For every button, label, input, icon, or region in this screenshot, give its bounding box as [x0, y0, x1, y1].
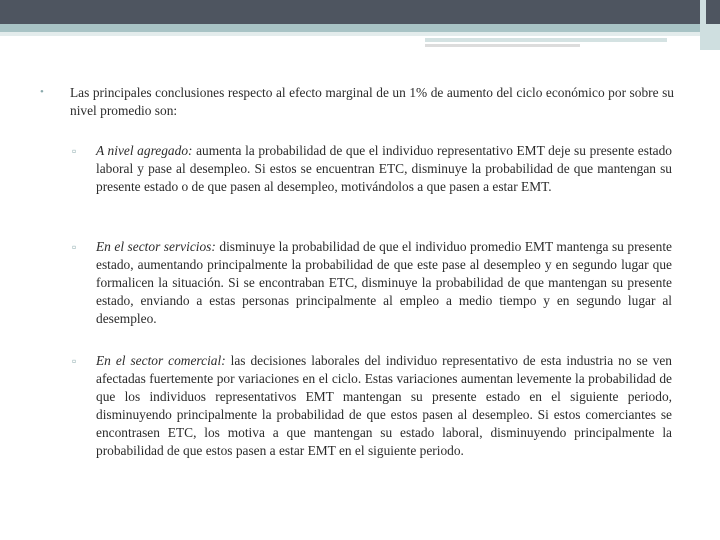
sub-bullet-lead: En el sector comercial: [96, 353, 226, 368]
sub-bullet-item [72, 352, 672, 460]
bullet-icon: • [40, 86, 44, 98]
sub-bullet-item [72, 238, 672, 328]
sub-bullet-text [96, 238, 672, 328]
main-bullet-text: Las principales conclusiones respecto al efecto marginal de un 1% de aumento del ciclo económico por sobre su nivel promedio son: [70, 85, 674, 118]
sub-bullet-item [72, 142, 672, 196]
sub-bullet-lead: A nivel agregado: [96, 143, 193, 158]
main-bullet-item [40, 84, 674, 119]
sub-bullet-icon: ▫ [72, 144, 77, 158]
sub-bullet-lead: En el sector servicios: [96, 239, 216, 254]
sub-bullet-text [96, 142, 672, 196]
sub-bullet-text [96, 352, 672, 460]
sub-bullet-body: aumenta la probabilidad de que el individuo representativo EMT deje su presente estado laboral y pase al desempleo. Si estos se encuentran ETC, disminuye la probabilidad de que mantengan su presente estado o de que pasen al desempleo, motivándolos a que pasen a estar EMT. [96, 143, 672, 194]
sub-bullet-body: disminuye la probabilidad de que el individuo promedio EMT mantenga su presente estado, aumentando principalmente la probabilidad de que este pase al desempleo y en segundo lugar que formalicen la situación. Si se encontraban ETC, disminuye la probabilidad de que mantengan su presente estado, enviando a estas personas principalmente al empleo a medio tiempo y en segundo lugar al desempleo. [96, 239, 672, 326]
sub-bullet-icon: ▫ [72, 354, 77, 368]
sub-bullet-icon: ▫ [72, 240, 77, 254]
sub-bullet-body: las decisiones laborales del individuo representativo de esta industria no se ven afectadas fuertemente por variaciones en el ciclo. Estas variaciones aumentan levemente la probabilidad de que los individuos representativos EMT mantengan su presente estado en el siguiente periodo, disminuyendo principalmente la probabilidad de que estos pasen al desempleo. Si estos comerciantes se encontrasen ETC, los motiva a que mantengan su estado laboral, disminuyendo principalmente la probabilidad de que estos pasen a estar EMT en el siguiente periodo. [96, 353, 672, 458]
